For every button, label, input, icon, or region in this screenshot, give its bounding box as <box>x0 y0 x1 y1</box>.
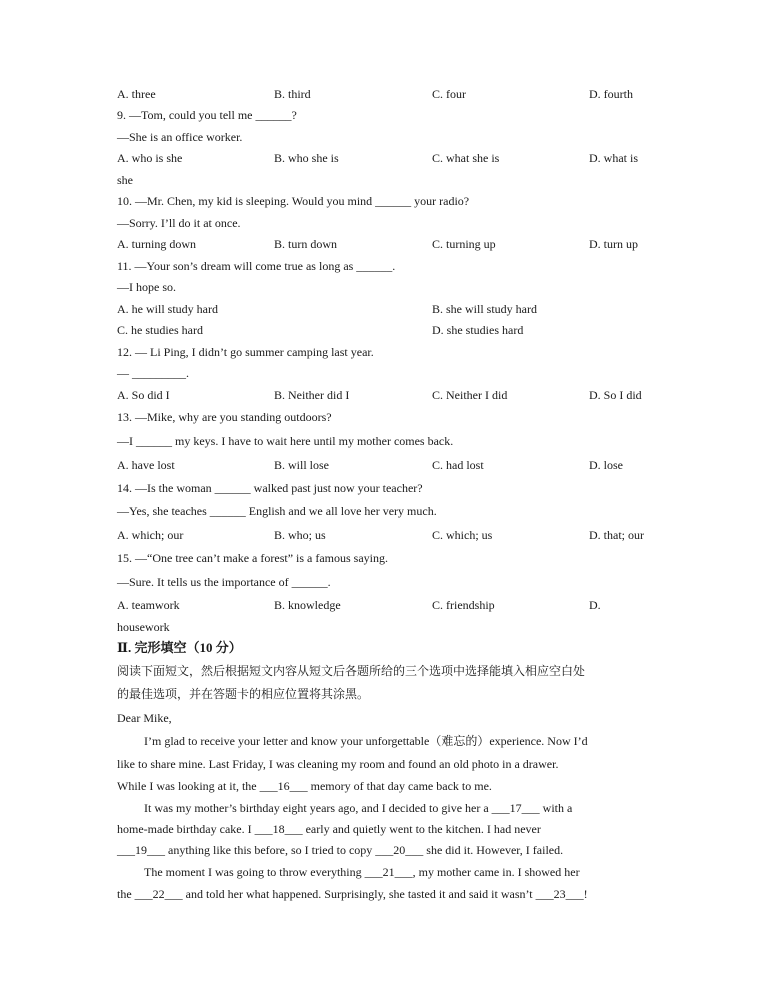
q9-option-b: B. who she is <box>274 151 339 165</box>
blank-16: ___16___ <box>259 779 308 793</box>
q11-option-a: A. he will study hard <box>117 302 218 316</box>
q11-reply: —I hope so. <box>117 280 176 294</box>
q11-option-b: B. she will study hard <box>432 302 537 316</box>
q9-option-a: A. who is she <box>117 151 183 165</box>
letter-text: early and quietly went to the kitchen. I had never <box>302 822 541 836</box>
blank-22: ___22___ <box>134 887 183 901</box>
q13-options <box>117 458 677 472</box>
q11-option-c: C. he studies hard <box>117 323 203 337</box>
q14-option-c: C. which; us <box>432 528 493 542</box>
q11-option-d: D. she studies hard <box>432 323 524 337</box>
q14-option-a: A. which; our <box>117 528 184 542</box>
section-instructions-line2: 的最佳选项，并在答题卡的相应位置将其涂黑。 <box>117 687 370 701</box>
q14-stem: 14. —Is the woman ______ walked past just now your teacher? <box>117 481 423 495</box>
q9-options <box>117 151 677 165</box>
q12-option-c: C. Neither I did <box>432 388 508 402</box>
q12-option-d: D. So I did <box>589 388 642 402</box>
q13-stem: 13. —Mike, why are you standing outdoors? <box>117 410 332 424</box>
letter-p1-line3 <box>117 779 492 793</box>
q15-option-a: A. teamwork <box>117 598 180 612</box>
q13-option-d: D. lose <box>589 458 623 472</box>
q15-option-c: C. friendship <box>432 598 495 612</box>
q15-options <box>117 598 677 612</box>
letter-p3-line1 <box>144 865 580 879</box>
q9-option-c: C. what she is <box>432 151 500 165</box>
q15-option-b: B. knowledge <box>274 598 341 612</box>
q13-option-b: B. will lose <box>274 458 330 472</box>
letter-text: It was my mother’s birthday eight years ago, and I decided to give her a <box>144 801 492 815</box>
q11-stem: 11. —Your son’s dream will come true as long as ______. <box>117 259 396 273</box>
q13-option-a: A. have lost <box>117 458 175 472</box>
letter-greeting: Dear Mike, <box>117 711 172 725</box>
letter-p1-line2: like to share mine. Last Friday, I was cleaning my room and found an old photo in a drawer. <box>117 757 559 771</box>
q13-reply: —I ______ my keys. I have to wait here until my mother comes back. <box>117 434 454 448</box>
letter-p3-line2 <box>117 887 588 901</box>
q15-option-d: D. <box>589 598 601 612</box>
q9-reply: —She is an office worker. <box>117 130 243 144</box>
q14-reply: —Yes, she teaches ______ English and we all love her very much. <box>117 504 437 518</box>
q12-reply: — _________. <box>117 366 189 380</box>
q12-options <box>117 388 677 402</box>
q15-option-d-wrap: housework <box>117 620 170 634</box>
q10-option-d: D. turn up <box>589 237 638 251</box>
q14-option-b: B. who; us <box>274 528 326 542</box>
q12-stem: 12. — Li Ping, I didn’t go summer camping last year. <box>117 345 374 359</box>
letter-text: ! <box>583 887 588 901</box>
q10-option-b: B. turn down <box>274 237 337 251</box>
letter-text: The moment I was going to throw everything <box>144 865 365 879</box>
letter-text: While I was looking at it, the <box>117 779 260 793</box>
q15-stem: 15. —“One tree can’t make a forest” is a famous saying. <box>117 551 389 565</box>
q10-options <box>117 237 677 251</box>
section-heading: Ⅱ. 完形填空（10 分） <box>117 640 242 655</box>
blank-19: ___19___ <box>117 843 165 857</box>
q15-reply: —Sure. It tells us the importance of ______. <box>117 575 331 589</box>
blank-17: ___17___ <box>491 801 540 815</box>
letter-p2-line3 <box>117 843 563 857</box>
q9-option-d-wrap: she <box>117 173 133 187</box>
letter-text: the <box>117 887 135 901</box>
letter-text: , my mother came in. I showed her <box>412 865 580 879</box>
blank-20: ___20___ <box>375 843 424 857</box>
q8-option-c: C. four <box>432 87 466 101</box>
letter-text: anything like this before, so I tried to copy <box>165 843 376 857</box>
letter-text: and told her what happened. Surprisingly, she tasted it and said it wasn’t <box>182 887 536 901</box>
letter-text: memory of that day came back to me. <box>307 779 492 793</box>
letter-text: home-made birthday cake. I <box>117 822 255 836</box>
q10-stem: 10. —Mr. Chen, my kid is sleeping. Would you mind ______ your radio? <box>117 194 470 208</box>
q9-option-d: D. what is <box>589 151 638 165</box>
q8-option-d: D. fourth <box>589 87 633 101</box>
blank-18: ___18___ <box>254 822 303 836</box>
q10-reply: —Sorry. I’ll do it at once. <box>117 216 241 230</box>
q11-options-row2 <box>117 323 677 337</box>
q12-option-a: A. So did I <box>117 388 170 402</box>
q10-option-a: A. turning down <box>117 237 196 251</box>
letter-text: she did it. However, I failed. <box>423 843 564 857</box>
q14-option-d: D. that; our <box>589 528 644 542</box>
q8-options <box>117 87 677 101</box>
q10-option-c: C. turning up <box>432 237 496 251</box>
blank-21: ___21___ <box>364 865 413 879</box>
q12-option-b: B. Neither did I <box>274 388 350 402</box>
letter-p2-line1 <box>144 801 572 815</box>
q8-option-a: A. three <box>117 87 156 101</box>
q9-stem: 9. —Tom, could you tell me ______? <box>117 108 297 122</box>
q11-options-row1 <box>117 302 677 316</box>
letter-text: with a <box>539 801 573 815</box>
section-instructions-line1: 阅读下面短文，然后根据短文内容从短文后各题所给的三个选项中选择能填入相应空白处 <box>117 664 586 678</box>
q8-option-b: B. third <box>274 87 311 101</box>
letter-p2-line2 <box>117 822 541 836</box>
blank-23: ___23___ <box>535 887 584 901</box>
q14-options <box>117 528 677 542</box>
q13-option-c: C. had lost <box>432 458 484 472</box>
letter-p1-line1: I’m glad to receive your letter and know your unforgettable（难忘的）experience. Now I’d <box>144 734 588 748</box>
